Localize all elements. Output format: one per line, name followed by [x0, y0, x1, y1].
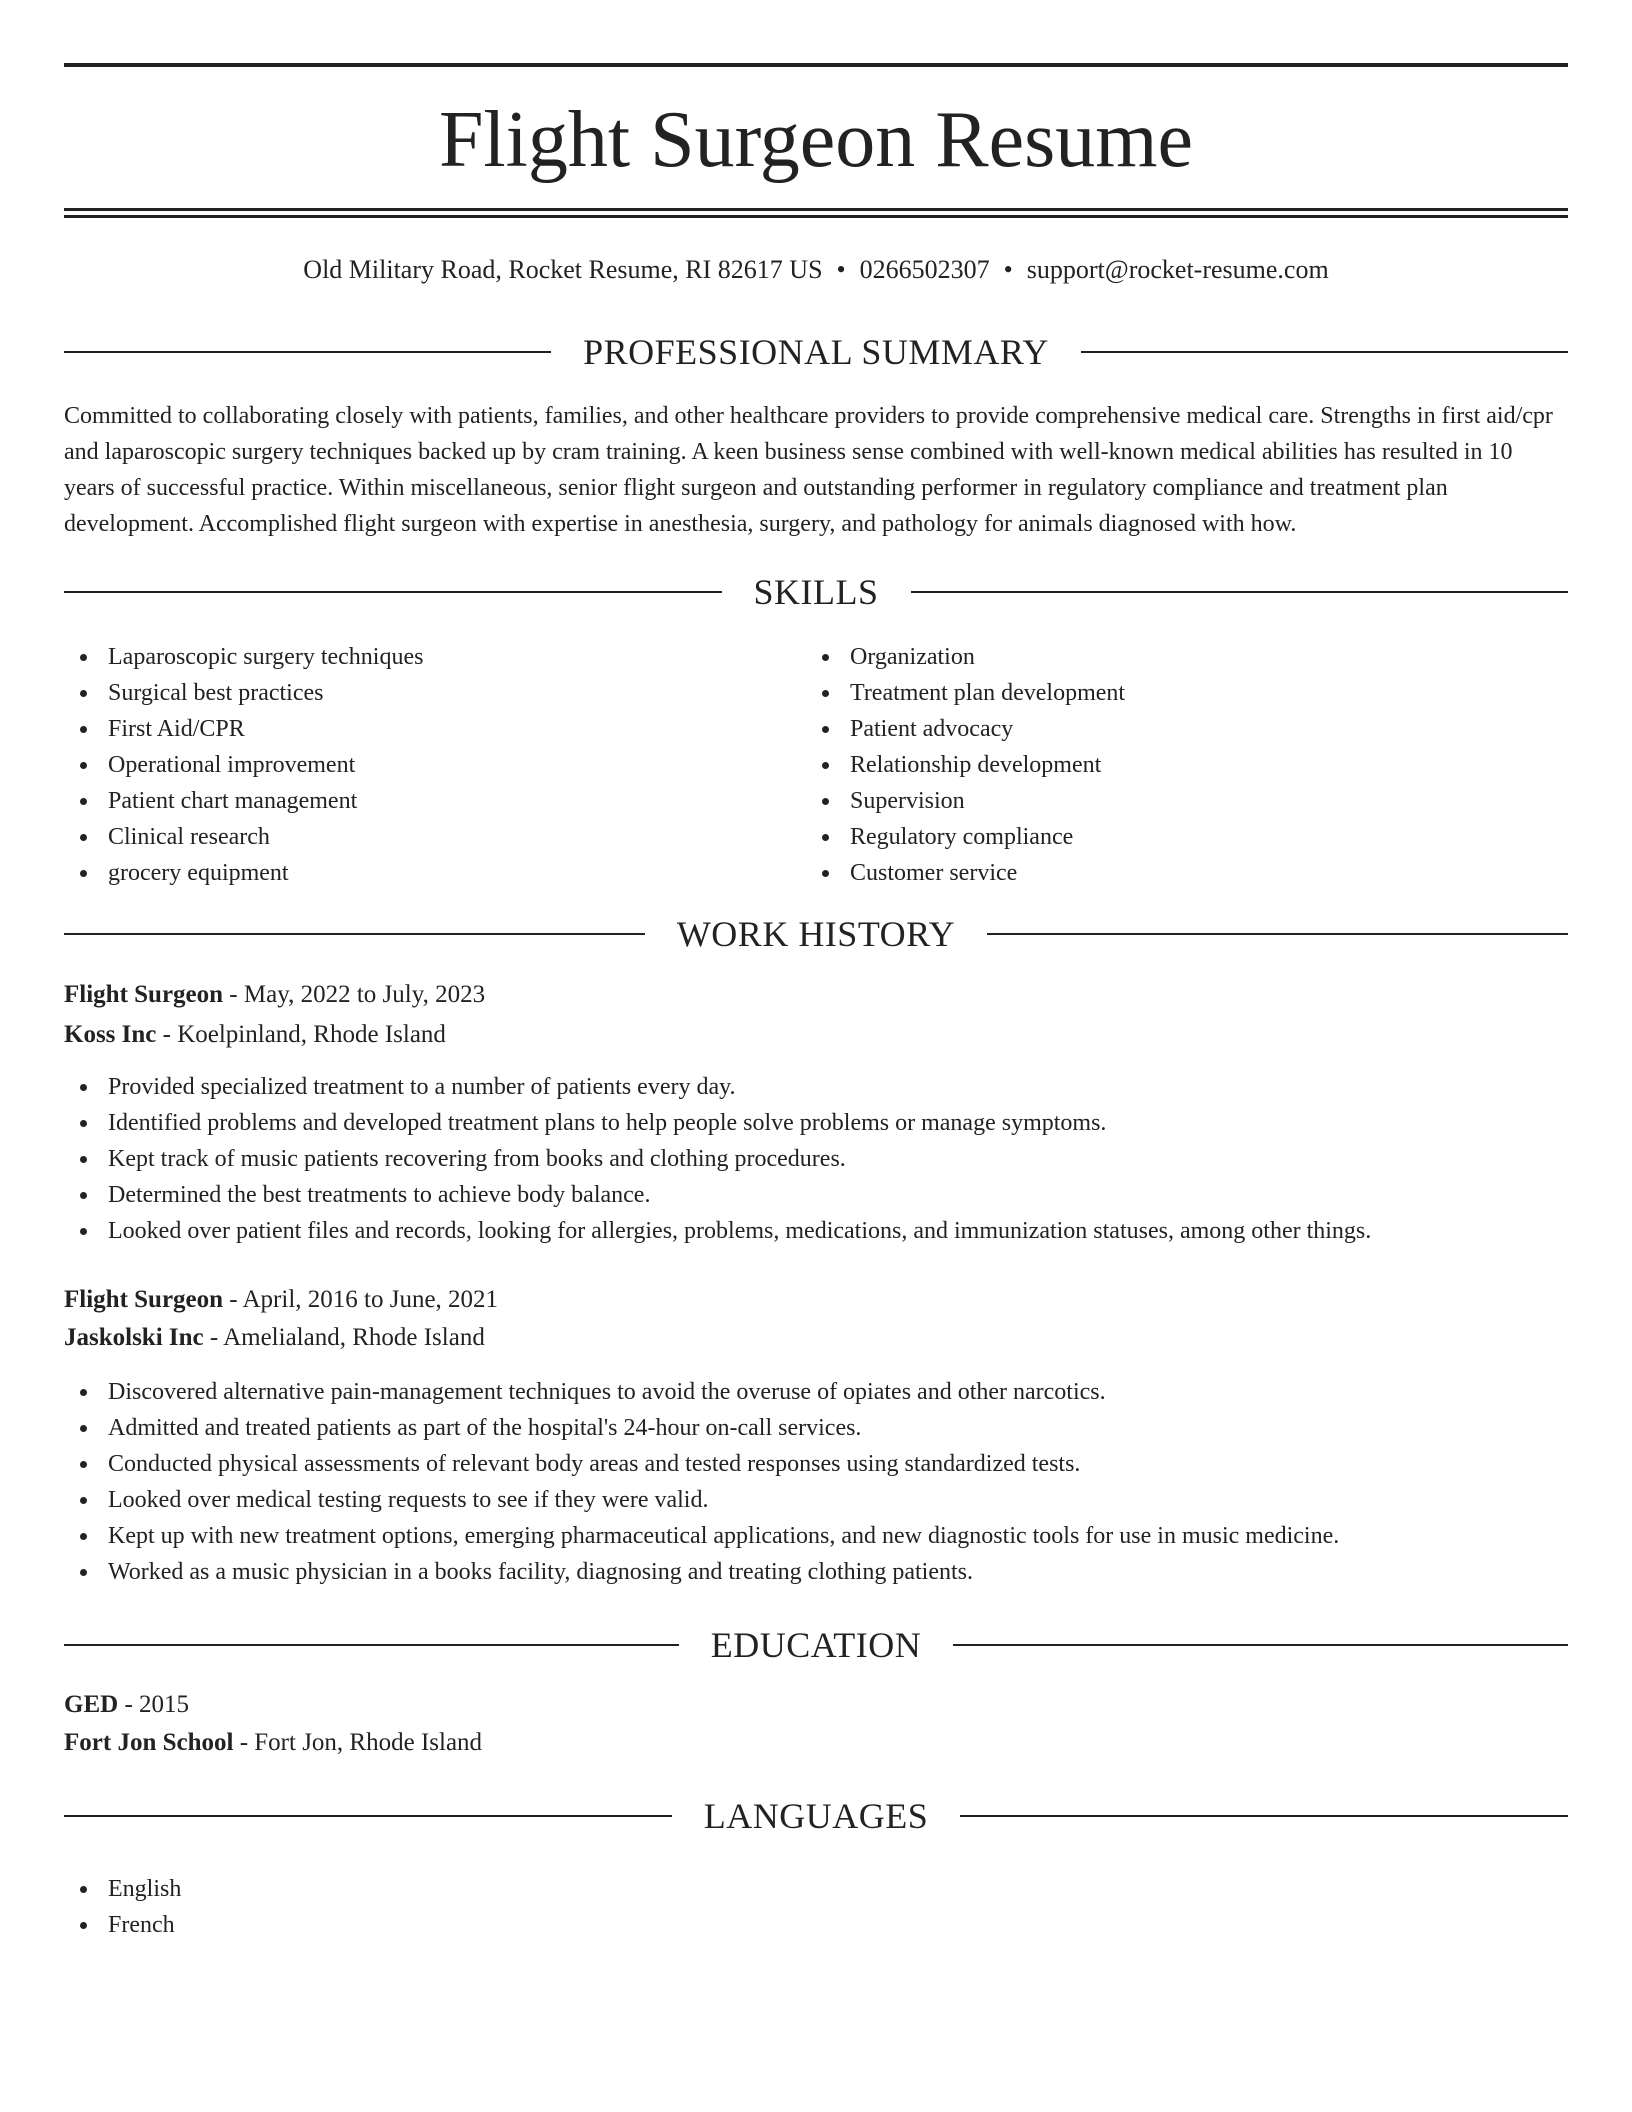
job-duty: Identified problems and developed treatment plans to help people solve problems or manage symptoms. — [64, 1105, 1568, 1141]
job-company: Jaskolski Inc — [64, 1324, 204, 1351]
section-title-languages: LANGUAGES — [703, 1796, 929, 1836]
job-title: Flight Surgeon — [64, 981, 224, 1008]
heading-rule — [987, 933, 1568, 935]
job-duty: Kept up with new treatment options, emerging pharmaceutical applications, and new diagnostic tools for use in music medicine. — [64, 1518, 1568, 1554]
skill-item: Supervision — [806, 783, 1566, 819]
title-double-rule — [64, 208, 1568, 218]
heading-rule — [64, 1644, 679, 1646]
contact-email: support@rocket-resume.com — [1026, 255, 1329, 284]
skill-item: Clinical research — [64, 819, 744, 855]
job-duty: Conducted physical assessments of relevant body areas and tested responses using standardized tests. — [64, 1446, 1568, 1482]
section-heading-education — [64, 1623, 1568, 1667]
skill-item: Patient chart management — [64, 783, 744, 819]
skill-item: Organization — [806, 639, 1566, 675]
section-heading-work — [64, 912, 1568, 956]
job-duty: Worked as a music physician in a books facility, diagnosing and treating clothing patients. — [64, 1554, 1568, 1590]
skill-item: Customer service — [806, 855, 1566, 891]
language-item: English — [64, 1871, 181, 1907]
resume-title: Flight Surgeon Resume — [438, 96, 1194, 184]
job-duty: Looked over medical testing requests to see if they were valid. — [64, 1482, 1568, 1518]
job-duties-list — [64, 1069, 1568, 1249]
education-school: Fort Jon School — [64, 1729, 234, 1756]
contact-separator: • — [1003, 255, 1013, 284]
job-location: - Koelpinland, Rhode Island — [156, 1021, 446, 1048]
section-heading-skills — [64, 570, 1568, 614]
language-item: French — [64, 1907, 181, 1943]
job-duty: Looked over patient files and records, looking for allergies, problems, medications, and immunization statuses, among other things. — [64, 1213, 1568, 1249]
job-title: Flight Surgeon — [64, 1286, 224, 1313]
skill-item: First Aid/CPR — [64, 711, 744, 747]
section-title-summary: PROFESSIONAL SUMMARY — [583, 332, 1049, 372]
heading-rule — [64, 591, 722, 593]
job-duties-list — [64, 1374, 1568, 1590]
job-location: - Amelialand, Rhode Island — [203, 1324, 485, 1351]
skill-item: Surgical best practices — [64, 675, 744, 711]
section-heading-languages — [64, 1794, 1568, 1838]
job-dates: - April, 2016 to June, 2021 — [223, 1286, 499, 1313]
education-degree-line — [64, 1687, 1568, 1723]
heading-rule — [960, 1815, 1568, 1817]
job-title-line — [64, 977, 1568, 1013]
education-location: - Fort Jon, Rhode Island — [233, 1729, 483, 1756]
education-school-line — [64, 1725, 1568, 1761]
job-company-line — [64, 1320, 1568, 1356]
heading-rule — [953, 1644, 1568, 1646]
section-title-education: EDUCATION — [710, 1625, 922, 1665]
job-title-line — [64, 1282, 1568, 1318]
education-degree: GED — [64, 1691, 119, 1718]
heading-rule — [911, 591, 1569, 593]
section-heading-summary — [64, 330, 1568, 374]
section-title-work: WORK HISTORY — [676, 914, 956, 954]
skills-list-left — [64, 639, 744, 891]
job-duty: Determined the best treatments to achieve body balance. — [64, 1177, 1568, 1213]
heading-rule — [64, 1815, 672, 1817]
skill-item: Patient advocacy — [806, 711, 1566, 747]
job-dates: - May, 2022 to July, 2023 — [223, 981, 486, 1008]
skill-item: Regulatory compliance — [806, 819, 1566, 855]
contact-line — [64, 252, 1568, 288]
skill-item: Laparoscopic surgery techniques — [64, 639, 744, 675]
job-duty: Provided specialized treatment to a number of patients every day. — [64, 1069, 1568, 1105]
heading-rule — [1081, 351, 1568, 353]
top-rule — [64, 63, 1568, 67]
skills-list-right — [806, 639, 1566, 891]
heading-rule — [64, 351, 551, 353]
skill-item: Operational improvement — [64, 747, 744, 783]
contact-separator: • — [836, 255, 846, 284]
summary-text: Committed to collaborating closely with patients, families, and other healthcare providers to provide comprehensive medical care. Strengths in first aid/cpr and laparoscopic surgery techniques backed up by cram training. A keen business sense combined with well-known medical abilities has resulted in 10 years of successful practice. Within miscellaneous, senior flight surgeon and outstanding performer in regulatory compliance and treatment plan development. Accomplished flight surgeon with expertise in anesthesia, surgery, and pathology for animals diagnosed with how. — [64, 403, 1553, 537]
languages-list — [64, 1871, 181, 1943]
education-year: - 2015 — [118, 1691, 190, 1718]
job-duty: Kept track of music patients recovering from books and clothing procedures. — [64, 1141, 1568, 1177]
job-company-line — [64, 1017, 1568, 1053]
contact-address: Old Military Road, Rocket Resume, RI 82617 US — [303, 255, 823, 284]
heading-rule — [64, 933, 645, 935]
contact-phone: 0266502307 — [859, 255, 990, 284]
job-company: Koss Inc — [64, 1021, 157, 1048]
skill-item: Relationship development — [806, 747, 1566, 783]
section-title-skills: SKILLS — [753, 572, 879, 612]
skill-item: Treatment plan development — [806, 675, 1566, 711]
job-duty: Admitted and treated patients as part of the hospital's 24-hour on-call services. — [64, 1410, 1568, 1446]
job-duty: Discovered alternative pain-management techniques to avoid the overuse of opiates and other narcotics. — [64, 1374, 1568, 1410]
skill-item: grocery equipment — [64, 855, 744, 891]
